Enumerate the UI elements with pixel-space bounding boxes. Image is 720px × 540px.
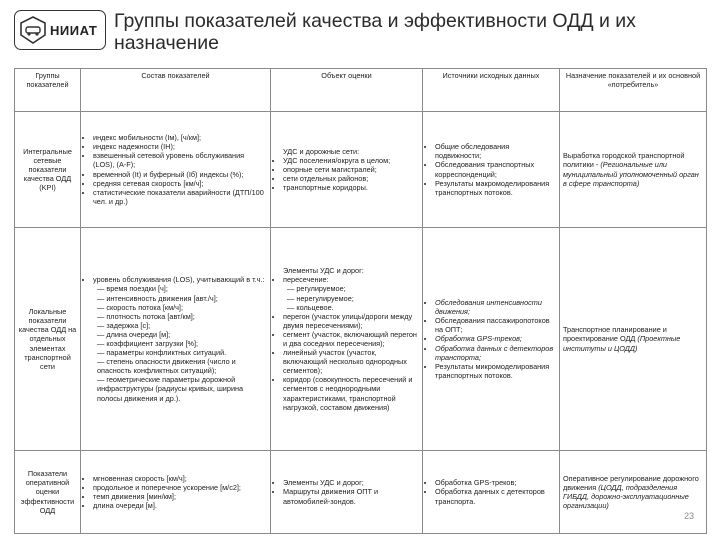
sources-cell	[423, 228, 560, 451]
group-cell: Локальные показатели качества ОДД на отдельных элементах транспортной сети	[15, 228, 81, 451]
list-item: • Элементы УДС и дорог;	[283, 478, 419, 487]
list-item: • коридор (совокупность пересечений и сегментов с неоднородными характеристиками, транспортной нагрузкой, составом движения)	[283, 375, 419, 411]
sub-item: — степень опасности движения (число и опасность конфликтных ситуаций);	[97, 357, 267, 375]
list-item: • взвешенный сетевой уровень обслуживания (LOS), (A-F);	[93, 151, 267, 169]
list-item: • Обработка GPS-треков;	[435, 478, 556, 487]
list-item: • длина очереди [м].	[93, 501, 267, 510]
sub-item: — кольцевое.	[287, 303, 419, 312]
list-item	[283, 275, 419, 311]
list-item: • Маршруты движения ОПТ и автомобилей-зондов.	[283, 487, 419, 505]
table-row	[15, 228, 707, 451]
list-item: • сегмент (участок, включающий перегон и два соседних пересечения);	[283, 330, 419, 348]
indicators-table	[14, 68, 707, 534]
object-first: пересечение:	[283, 275, 329, 285]
purpose-cell	[560, 451, 707, 534]
slide-title: Группы показателей качества и эффективности ОДД и их назначение	[114, 10, 636, 54]
header-purpose: Назначение показателей и их основной «потребитель»	[560, 69, 707, 112]
purpose-consumer: (Проектные институты и ЦОДД)	[563, 334, 681, 353]
sub-item: — параметры конфликтных ситуаций.	[97, 348, 267, 357]
list-item: • временной (It) и буферный (Iб) индексы (%);	[93, 170, 267, 179]
list-item: • Обработка GPS-треков;	[435, 334, 556, 343]
sub-item: — коэффициент загрузки [%];	[97, 339, 267, 348]
list-item: • Обработка данных с детекторов транспорта;	[435, 344, 556, 362]
sub-item: — геометрические параметры дорожной инфраструктуры (радиусы кривых, ширина полосы движения и др.).	[97, 375, 267, 402]
sub-item: — задержка [с];	[97, 321, 267, 330]
list-item: • Обследования интенсивности движения;	[435, 298, 556, 316]
list-item: • Обследования транспортных корреспонденций;	[435, 160, 556, 178]
list-item: • транспортные коридоры.	[283, 183, 419, 192]
car-emblem-icon	[19, 15, 47, 45]
list-item: • индекс надежности (IН);	[93, 142, 267, 151]
purpose-text: Транспортное планирование и проектирование ОДД	[563, 325, 667, 344]
header-object: Объект оценки	[271, 69, 423, 112]
list-item: • сети отдельных районов;	[283, 174, 419, 183]
niiat-logo	[14, 10, 106, 50]
list-item: • перегон (участок улицы/дороги между двумя пересечениями);	[283, 312, 419, 330]
sub-item: — скорость потока [км/ч];	[97, 303, 267, 312]
list-item: • Общие обследования подвижности;	[435, 142, 556, 160]
sub-item: — нерегулируемое;	[287, 294, 419, 303]
table-header-row	[15, 69, 707, 112]
group-cell: Показатели оперативной оценки эффективности ОДД	[15, 451, 81, 534]
object-intro: Элементы УДС и дорог:	[283, 266, 364, 276]
object-cell	[271, 112, 423, 228]
page-number: 23	[683, 511, 694, 521]
purpose-cell	[560, 112, 707, 228]
list-item: • линейный участок (участок, включающий несколько однородных сегментов);	[283, 348, 419, 375]
list-item: • Результаты микромоделирования транспортных потоков.	[435, 362, 556, 380]
sub-item: — длина очереди [м];	[97, 330, 267, 339]
list-item: • опорные сети магистралей;	[283, 165, 419, 174]
object-cell	[271, 451, 423, 534]
list-item: • средняя сетевая скорость [км/ч];	[93, 179, 267, 188]
list-item: • УДС поселения/округа в целом;	[283, 156, 419, 165]
sub-item: — время поездки [ч];	[97, 284, 267, 293]
header-sources: Источники исходных данных	[423, 69, 560, 112]
list-item: • статистические показатели аварийности (ДТП/100 чел. и др.)	[93, 188, 267, 206]
table-row	[15, 112, 707, 228]
purpose-text: Оперативное регулирование дорожного движения	[563, 473, 699, 492]
purpose-text: Выработка городской транспортной политики -	[563, 151, 685, 170]
list-item: • Обработка данных с детекторов транспорта.	[435, 487, 556, 505]
list-item: • продольное и поперечное ускорение [м/с2];	[93, 483, 267, 492]
indicators-cell	[81, 451, 271, 534]
purpose-consumer: (Региональные или муниципальный уполномоченный орган в сфере транспорта)	[563, 160, 699, 188]
object-intro: УДС и дорожные сети:	[283, 146, 360, 156]
sub-item: — плотность потока [авт/км];	[97, 312, 267, 321]
sources-cell	[423, 112, 560, 228]
sources-cell	[423, 451, 560, 534]
table-row	[15, 451, 707, 534]
list-item	[93, 275, 267, 402]
header-composition: Состав показателей	[81, 69, 271, 112]
header-groups: Группы показателей	[15, 69, 81, 112]
sub-item: — интенсивность движения [авт./ч];	[97, 294, 267, 303]
purpose-consumer: (ЦОДД, подразделения ГИБДД, дорожно-эксплуатационные организации)	[563, 482, 689, 511]
logo-text: НИИАТ	[50, 22, 98, 38]
list-item: • Результаты макромоделирования транспортных потоков.	[435, 179, 556, 197]
list-item: • Обследования пассажиропотоков на ОПТ;	[435, 316, 556, 334]
sub-item: — регулируемое;	[287, 284, 419, 293]
list-item: • индекс мобильности (Iм), [ч/км];	[93, 133, 267, 142]
group-cell: Интегральные сетевые показатели качества ОДД (KPI)	[15, 112, 81, 228]
indicator-main: уровень обслуживания (LOS), учитывающий в т.ч.:	[93, 275, 265, 285]
purpose-cell	[560, 228, 707, 451]
list-item: • темп движения [мин/км];	[93, 492, 267, 501]
indicators-cell	[81, 228, 271, 451]
indicators-cell	[81, 112, 271, 228]
object-cell	[271, 228, 423, 451]
list-item: • мгновенная скорость [км/ч];	[93, 474, 267, 483]
